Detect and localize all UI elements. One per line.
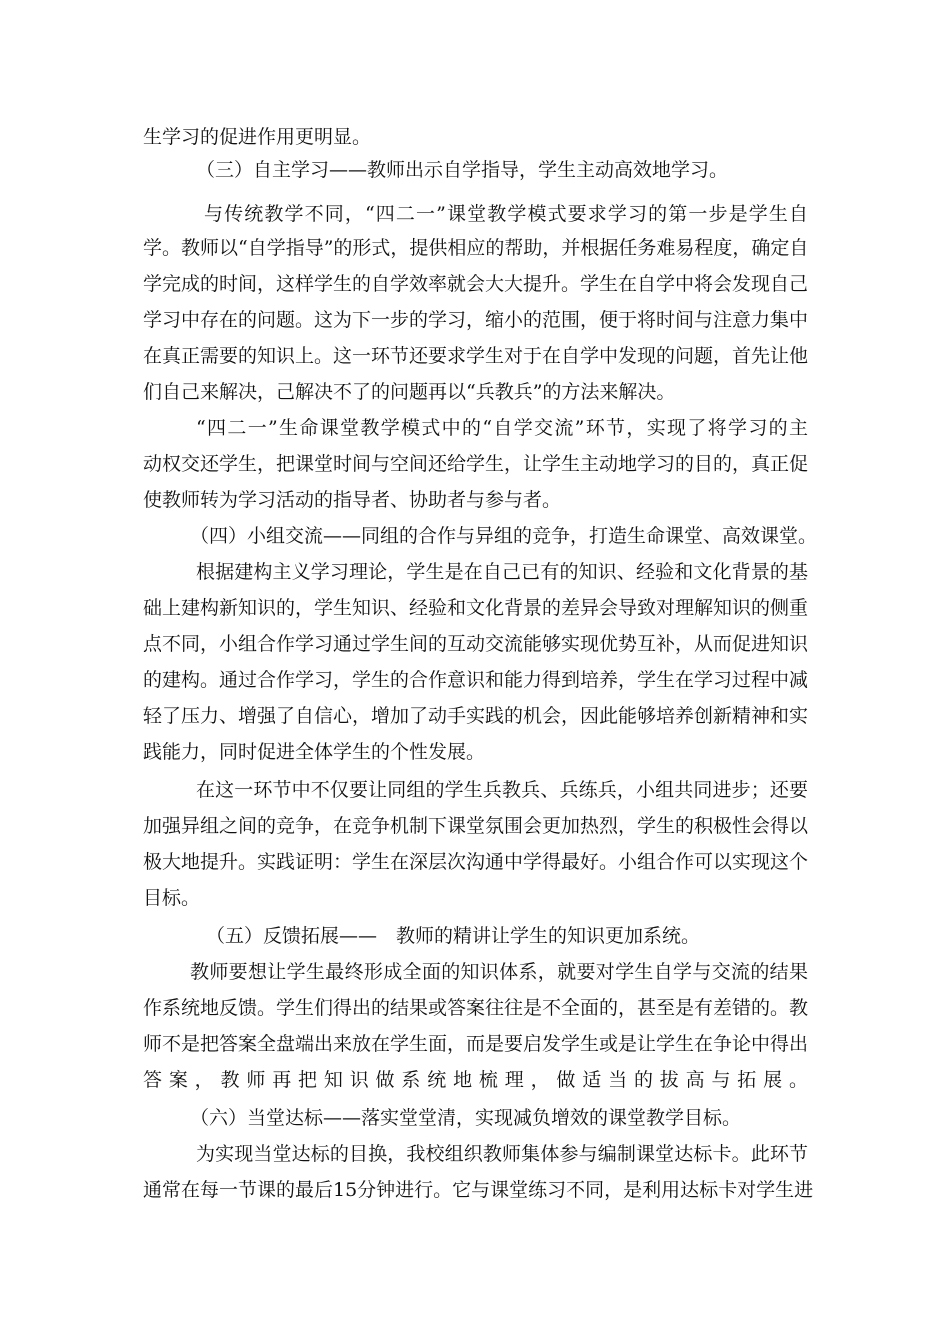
text-line: 目标。	[143, 887, 201, 909]
text-line: 在真正需要的知识上。这一环节还要求学生对于在自学中发现的问题，首先让他	[143, 345, 809, 367]
text-line: 础上建构新知识的，学生知识、经验和文化背景的差异会导致对理解知识的侧重	[143, 597, 809, 619]
text-line: 通常在每一节课的最后15分钟进行。它与课堂练习不同，是利用达标卡对学生进	[143, 1179, 814, 1201]
text-line: 动权交还学生，把课堂时间与空间还给学生，让学生主动地学习的目的，真正促	[143, 453, 809, 475]
text-line: 与传统教学不同，“四二一”课堂教学模式要求学习的第一步是学生自	[204, 203, 808, 225]
text-line: 极大地提升。实践证明：学生在深层次沟通中学得最好。小组合作可以实现这个	[143, 851, 809, 873]
text-line: 生学习的促进作用更明显。	[143, 126, 372, 148]
text-line: 使教师转为学习活动的指导者、协助者与参与者。	[143, 489, 562, 511]
text-line: 轻了压力、增强了自信心，增加了动手实践的机会，因此能够培养创新精神和实	[143, 705, 809, 727]
text-line: 践能力，同时促进全体学生的个性发展。	[143, 741, 486, 763]
text-line: 为实现当堂达标的目换，我校组织教师集体参与编制课堂达标卡。此环节	[196, 1143, 808, 1165]
text-line: 的建构。通过合作学习，学生的合作意识和能力得到培养，学生在学习过程中减	[143, 669, 809, 691]
text-line: 点不同，小组合作学习通过学生间的互动交流能够实现优势互补，从而促进知识	[143, 633, 809, 655]
text-line: 学习中存在的问题。这为下一步的学习，缩小的范围，便于将时间与注意力集中	[143, 309, 809, 331]
text-line: 教师要想让学生最终形成全面的知识体系，就要对学生自学与交流的结果	[190, 961, 808, 983]
text-line: 加强异组之间的竞争，在竞争机制下课堂氛围会更加热烈，学生的积极性会得以	[143, 815, 809, 837]
text-line: 作系统地反馈。学生们得出的结果或答案往往是不全面的，甚至是有差错的。教	[143, 997, 809, 1019]
section-heading-5: （五）反馈拓展—— 教师的精讲让学生的知识更加系统。	[206, 925, 701, 947]
text-line: 学。教师以“自学指导”的形式，提供相应的帮助，并根据任务难易程度，确定自	[143, 237, 809, 259]
section-heading-3: （三）自主学习——教师出示自学指导，学生主动高效地学习。	[196, 159, 729, 181]
text-line: 学完成的时间，这样学生的自学效率就会大大提升。学生在自学中将会发现自己	[143, 273, 809, 295]
text-line: 答案，教师再把知识做系统地梳理，做适当的拔高与拓展。	[143, 1069, 808, 1091]
text-line: 师不是把答案全盘端出来放在学生面，而是要启发学生或是让学生在争论中得出	[143, 1033, 809, 1055]
section-heading-6: （六）当堂达标——落实堂堂清，实现减负增效的课堂教学目标。	[190, 1107, 742, 1129]
section-heading-4: （四）小组交流——同组的合作与异组的竞争，打造生命课堂、高效课堂。	[190, 525, 818, 547]
text-line: 在这一环节中不仅要让同组的学生兵教兵、兵练兵，小组共同进步；还要	[196, 779, 808, 801]
text-line: 根据建构主义学习理论，学生是在自己已有的知识、经验和文化背景的基	[196, 561, 808, 583]
text-line: “四二一”生命课堂教学模式中的“自学交流”环节，实现了将学习的主	[196, 417, 808, 439]
text-line: 们自己来解决，己解决不了的问题再以“兵教兵”的方法来解决。	[143, 381, 676, 403]
